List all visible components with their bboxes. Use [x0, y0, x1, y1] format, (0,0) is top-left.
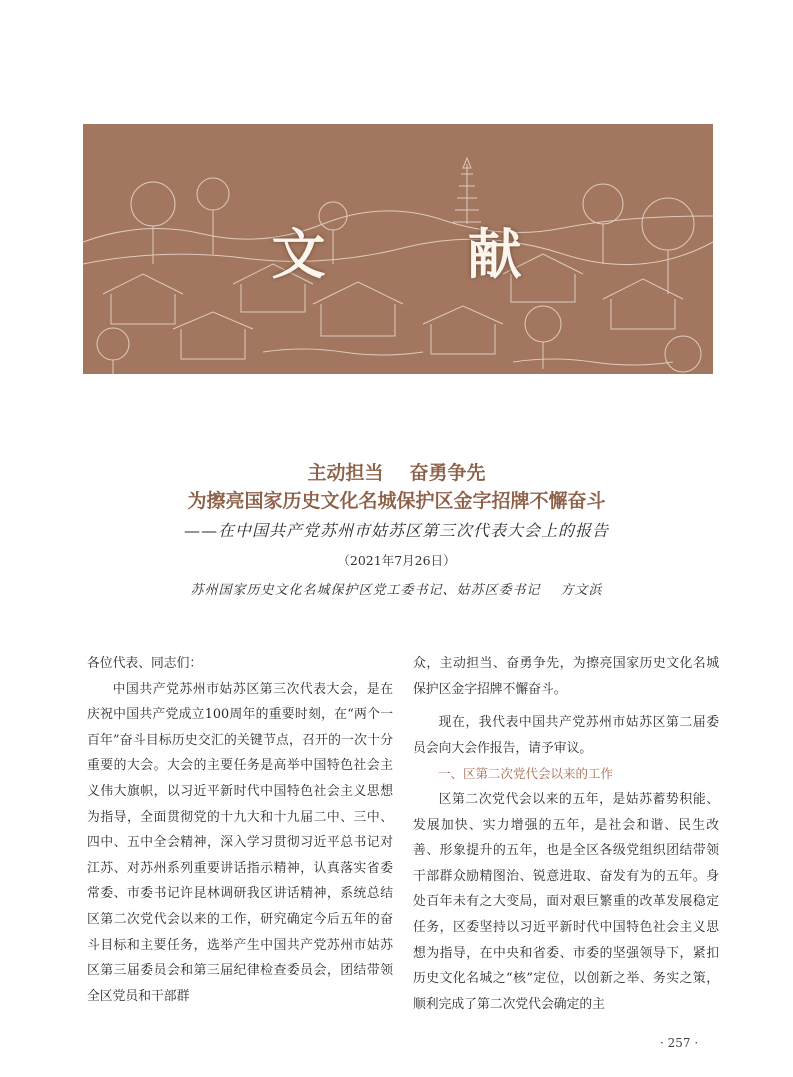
- body-paragraph: 中国共产党苏州市姑苏区第三次代表大会，是在庆祝中国共产党成立100周年的重要时刻，在“两个一百年”奋斗目标历史交汇的关键节点，召开的一次十分重要的大会。大会的主要任务是高举中国特色社会主义伟大旗帜，以习近平新时代中国特色社会主义思想为指导，全面贯彻党的十九大和十九届二中、三中、四中、五中全会精神，深入学习贯彻习近平总书记对江苏、对苏州系列重要讲话指示精神，认真落实省委常委、市委书记许昆林调研我区讲话精神，系统总结区第二次党代会以来的工作，研究确定今后五年的奋斗目标和主要任务，选举产生中国共产党苏州市姑苏区第三届委员会和第三届纪律检查委员会，团结带领全区党员和干部群: [87, 681, 393, 1004]
- report-date: （2021年7月26日）: [337, 553, 456, 568]
- page-number: · 257 ·: [660, 1036, 699, 1050]
- section-heading: 一、区第二次党代会以来的工作: [438, 766, 614, 782]
- author-line: [0, 579, 793, 598]
- body-column-left: [87, 651, 393, 1009]
- report-subtitle: ——在中国共产党苏州市姑苏区第三次代表大会上的报告: [183, 521, 609, 540]
- author-name: 方文浜: [560, 583, 603, 598]
- author-title: 苏州国家历史文化名城保护区党工委书记、姑苏区委书记: [190, 583, 541, 598]
- body-paragraph: 区第二次党代会以来的五年，是姑苏蓄势积能、发展加快、实力增强的五年，是社会和谐、民生改善、形象提升的五年，也是全区各级党组织团结带领干部群众励精图治、锐意进取、奋发有为的五年。身处百年未有之大变局，面对艰巨繁重的改革发展稳定任务，区委坚持以习近平新时代中国特色社会主义思想为指导，在中央和省委、市委的坚强领导下，紧扣历史文化名城之“核”定位，以创新之举、务实之策，顺利完成了第二次党代会确定的主: [413, 791, 719, 1012]
- headline-part-a: 主动担当: [307, 462, 384, 484]
- body-paragraph: 现在，我代表中国共产党苏州市姑苏区第二届委员会向大会作报告，请予审议。: [413, 715, 719, 756]
- body-column-right: [413, 651, 719, 1017]
- section-banner-title: 文 献: [271, 222, 566, 286]
- headline-part-b: 奋勇争先: [409, 462, 486, 484]
- headline-line-1: [0, 458, 793, 485]
- body-paragraph: 众，主动担当、奋勇争先，为擦亮国家历史文化名城保护区金字招牌不懈奋斗。: [413, 656, 719, 697]
- salutation: 各位代表、同志们：: [87, 656, 203, 671]
- headline-line-2: 为擦亮国家历史文化名城保护区金字招牌不懈奋斗: [187, 490, 606, 512]
